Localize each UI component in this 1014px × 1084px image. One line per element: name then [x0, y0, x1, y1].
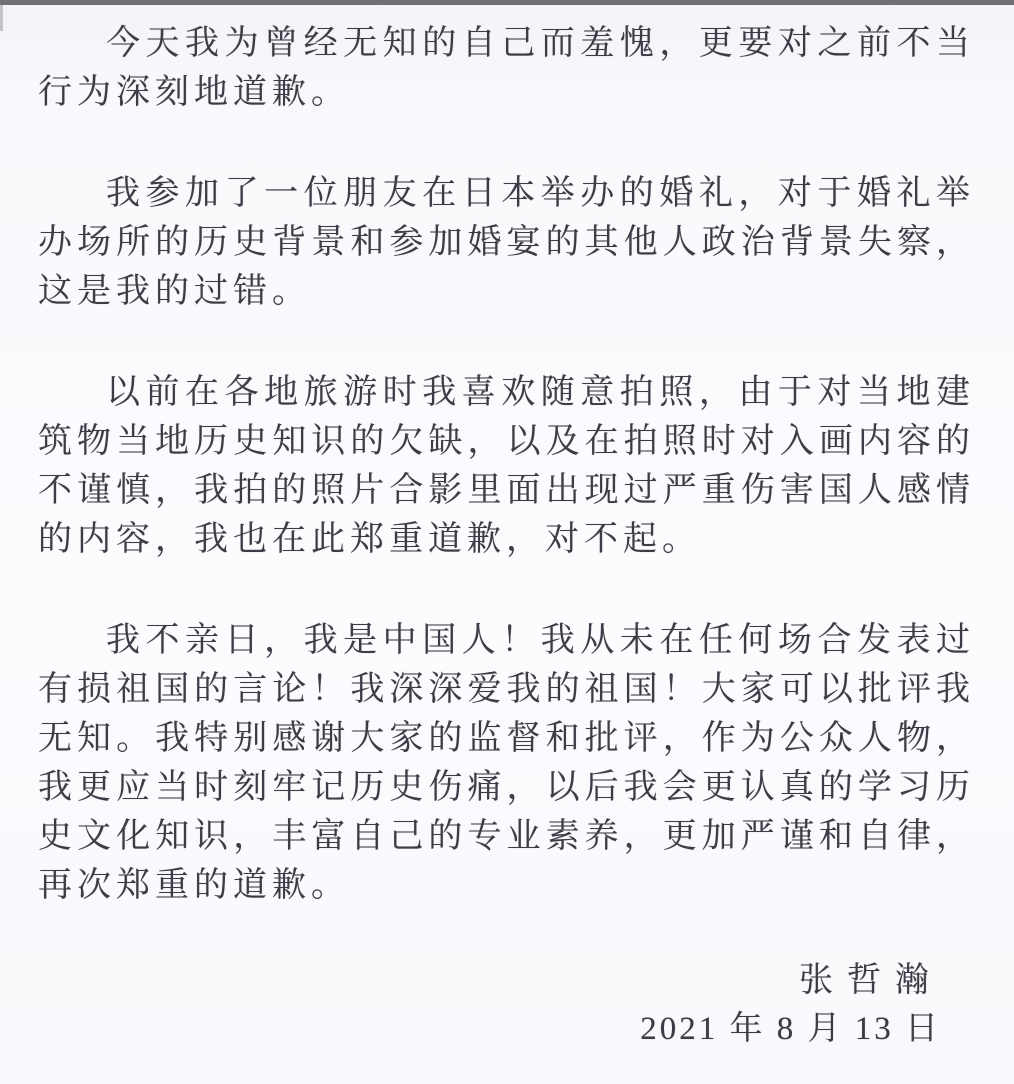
paragraph: 我不亲日，我是中国人！我从未在任何场合发表过有损祖国的言论！我深深爱我的祖国！大家可以批评我无知。我特别感谢大家的监督和批评，作为公众人物，我更应当时刻牢记历史伤痛，以后我会更认真的学习历史文化知识，丰富自己的专业素养，更加严谨和自律，再次郑重的道歉。	[38, 622, 975, 904]
paragraph: 以前在各地旅游时我喜欢随意拍照，由于对当地建筑物当地历史知识的欠缺，以及在拍照时对入画内容的不谨慎，我拍的照片合影里面出现过严重伤害国人感情的内容，我也在此郑重道歉，对不起。	[38, 374, 975, 558]
letter-paragraphs	[38, 19, 975, 910]
paragraph: 我参加了一位朋友在日本举办的婚礼，对于婚礼举办场所的历史背景和参加婚宴的其他人政治背景失察，这是我的过错。	[38, 175, 975, 310]
paragraph: 今天我为曾经无知的自己而羞愧，更要对之前不当行为深刻地道歉。	[38, 25, 975, 111]
signature-name: 张哲瀚	[799, 962, 943, 999]
signature-block	[38, 956, 975, 1054]
signature-date: 2021 年 8 月 13 日	[640, 1011, 941, 1047]
apology-letter	[0, 5, 1014, 1084]
